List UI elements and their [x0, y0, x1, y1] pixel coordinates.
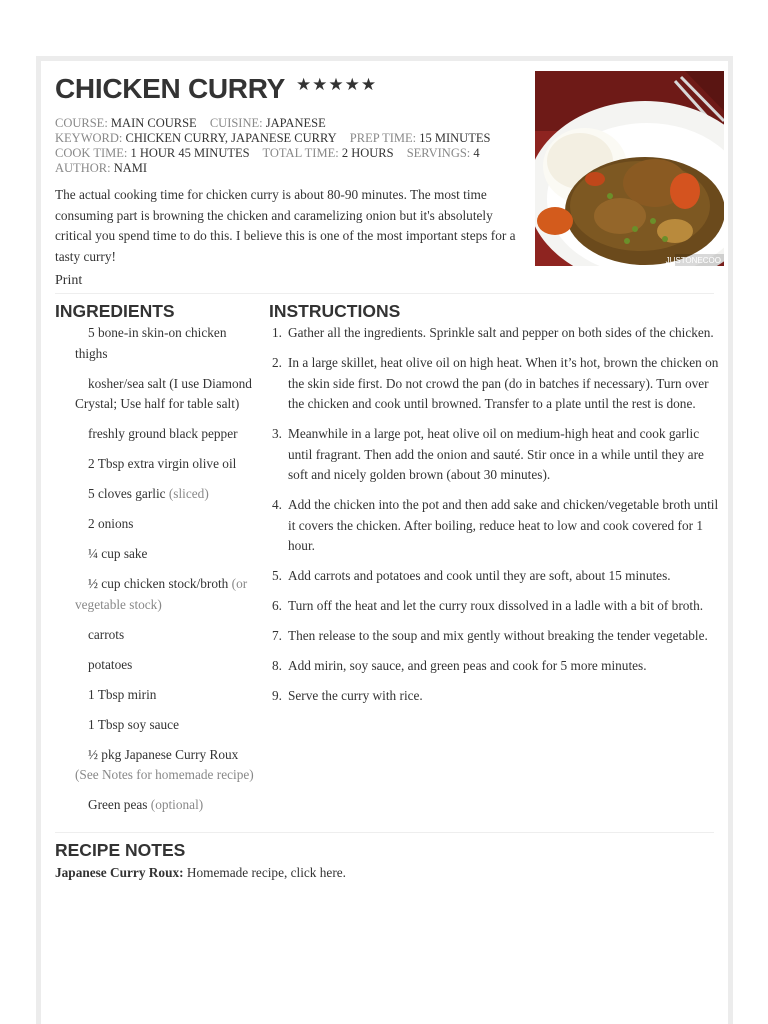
- ingredient-item: [51, 424, 256, 445]
- ingredient-text: potatoes: [88, 656, 133, 672]
- ingredient-item: [51, 544, 256, 565]
- print-link[interactable]: Print: [55, 273, 83, 288]
- ingredient-text: Green peas: [88, 797, 148, 812]
- ingredient-text: 2 Tbsp extra virgin olive oil: [88, 456, 237, 471]
- ingredient-text: kosher/sea salt (I use Diamond Crystal; Use half for table salt): [75, 375, 252, 411]
- servings-label: SERVINGS:: [406, 146, 471, 160]
- prep-time-value: 15 MINUTES: [419, 131, 491, 145]
- instruction-step: [269, 656, 725, 677]
- keyword-label: KEYWORD:: [55, 131, 123, 145]
- ingredient-text: 5 bone-in skin-on chicken thighs: [75, 325, 227, 361]
- keyword-value: CHICKEN CURRY, JAPANESE CURRY: [125, 131, 337, 145]
- ingredient-text: ¼ cup sake: [88, 546, 148, 561]
- ingredient-text: carrots: [88, 626, 125, 642]
- ingredient-item: [51, 374, 256, 415]
- divider: [55, 832, 714, 833]
- step-number: 6.: [272, 598, 282, 613]
- recipe-summary: The actual cooking time for chicken curry is about 80-90 minutes. The most time consuming part is browning the chicken and caramelizing onion but it's absolutely critical you spend time to do this. I believe this is one of the most important steps for a tasty curry!: [55, 187, 516, 264]
- step-number: 1.: [272, 325, 282, 340]
- step-number: 3.: [272, 426, 282, 441]
- ingredient-item: [51, 745, 256, 786]
- ingredient-text: 1 Tbsp mirin: [88, 686, 157, 702]
- ingredient-item: [51, 454, 256, 475]
- recipe-notes: [55, 865, 346, 881]
- instruction-step: [269, 626, 725, 647]
- meta-row-2: [55, 131, 490, 146]
- step-text: Gather all the ingredients. Sprinkle salt and pepper on both sides of the chicken.: [288, 325, 714, 340]
- total-time-value: 2 HOURS: [341, 146, 394, 160]
- recipe-card: [36, 56, 733, 1024]
- step-number: 2.: [272, 355, 282, 370]
- instructions-list: [269, 323, 725, 716]
- ingredient-text: freshly ground black pepper: [88, 426, 238, 441]
- step-number: 7.: [272, 628, 282, 643]
- author-label: AUTHOR:: [55, 161, 111, 175]
- instructions-heading: INSTRUCTIONS: [269, 301, 401, 321]
- course-value: MAIN COURSE: [110, 116, 197, 130]
- step-number: 9.: [272, 688, 282, 703]
- author-value: NAMI: [113, 161, 148, 175]
- ingredients-heading: INGREDIENTS: [55, 301, 175, 321]
- ingredient-text: 2 onions: [88, 516, 134, 531]
- ingredient-text: 1 Tbsp soy sauce: [88, 716, 179, 732]
- meta-row-1: [55, 116, 490, 131]
- cuisine-value: JAPANESE: [265, 116, 326, 130]
- course-label: COURSE:: [55, 116, 108, 130]
- step-text: Add carrots and potatoes and cook until they are soft, about 15 minutes.: [288, 568, 671, 583]
- cook-time-value: 1 HOUR 45 MINUTES: [130, 146, 250, 160]
- step-number: 8.: [272, 658, 282, 673]
- instruction-step: [269, 495, 725, 557]
- ingredient-item: [51, 715, 256, 736]
- ingredient-text: ½ pkg Japanese Curry Roux: [88, 746, 239, 762]
- step-text: Add mirin, soy sauce, and green peas and cook for 5 more minutes.: [288, 658, 647, 673]
- instruction-step: [269, 323, 725, 344]
- step-text: Serve the curry with rice.: [288, 688, 423, 703]
- prep-time-label: PREP TIME:: [349, 131, 417, 145]
- notes-link[interactable]: Homemade recipe, click here.: [186, 865, 346, 880]
- ingredients-list: [51, 323, 256, 825]
- notes-label: Japanese Curry Roux:: [55, 865, 184, 880]
- step-text: Then release to the soup and mix gently without breaking the tender vegetable.: [288, 628, 708, 643]
- servings-value: 4: [473, 146, 480, 160]
- ingredient-note: (or vegetable stock): [75, 576, 248, 612]
- step-number: 4.: [272, 497, 282, 512]
- ingredient-item: [51, 795, 256, 816]
- ingredient-item: [51, 484, 256, 505]
- ingredient-item: [51, 655, 256, 676]
- step-text: In a large skillet, heat olive oil on high heat. When it’s hot, brown the chicken on the skin side first. Do not crowd the pan (do in batches if necessary). Turn over the chicken and cook until browned. Transfer to a plate until the rest is done.: [288, 355, 719, 411]
- curry-plate-image: [535, 71, 724, 266]
- ingredient-note: (sliced): [168, 486, 209, 501]
- recipe-meta: [55, 116, 490, 176]
- instruction-step: [269, 566, 725, 587]
- ingredient-item: [51, 685, 256, 706]
- step-text: Add the chicken into the pot and then add sake and chicken/vegetable broth until it covers the chicken. After boiling, reduce heat to low and cook covered for 1 hour.: [288, 497, 719, 553]
- total-time-label: TOTAL TIME:: [262, 146, 339, 160]
- ingredient-note: (See Notes for homemade recipe): [75, 767, 254, 782]
- instruction-step: [269, 353, 725, 415]
- recipe-card-inner: [51, 61, 721, 1024]
- recipe-title: [55, 73, 377, 105]
- cook-time-label: COOK TIME:: [55, 146, 128, 160]
- instruction-step: [269, 686, 725, 707]
- recipe-notes-heading: RECIPE NOTES: [55, 840, 186, 860]
- ingredient-note: (optional): [150, 797, 204, 812]
- recipe-photo: [535, 71, 724, 266]
- ingredient-text: 5 cloves garlic: [88, 486, 166, 501]
- meta-row-3: [55, 146, 490, 161]
- step-number: 5.: [272, 568, 282, 583]
- ingredient-item: [51, 514, 256, 535]
- cuisine-label: CUISINE:: [209, 116, 263, 130]
- recipe-title-text: CHICKEN CURRY: [55, 73, 285, 104]
- instruction-step: [269, 596, 725, 617]
- divider: [55, 293, 714, 294]
- step-text: Meanwhile in a large pot, heat olive oil on medium-high heat and cook garlic until fragrant. Then add the onion and sauté. Stir once in a while until they are soft and nicely golden brown (about 30 minutes).: [288, 426, 704, 482]
- instruction-step: [269, 424, 725, 486]
- ingredient-text: ½ cup chicken stock/broth: [88, 576, 229, 591]
- ingredient-item: [51, 625, 256, 646]
- photo-watermark: JUSTONECOO: [665, 256, 721, 265]
- ingredient-item: [51, 323, 256, 364]
- ingredient-item: [51, 574, 256, 615]
- meta-row-4: [55, 161, 490, 176]
- rating-stars-icon[interactable]: ★★★★★: [295, 75, 378, 94]
- step-text: Turn off the heat and let the curry roux dissolved in a ladle with a bit of broth.: [288, 598, 704, 613]
